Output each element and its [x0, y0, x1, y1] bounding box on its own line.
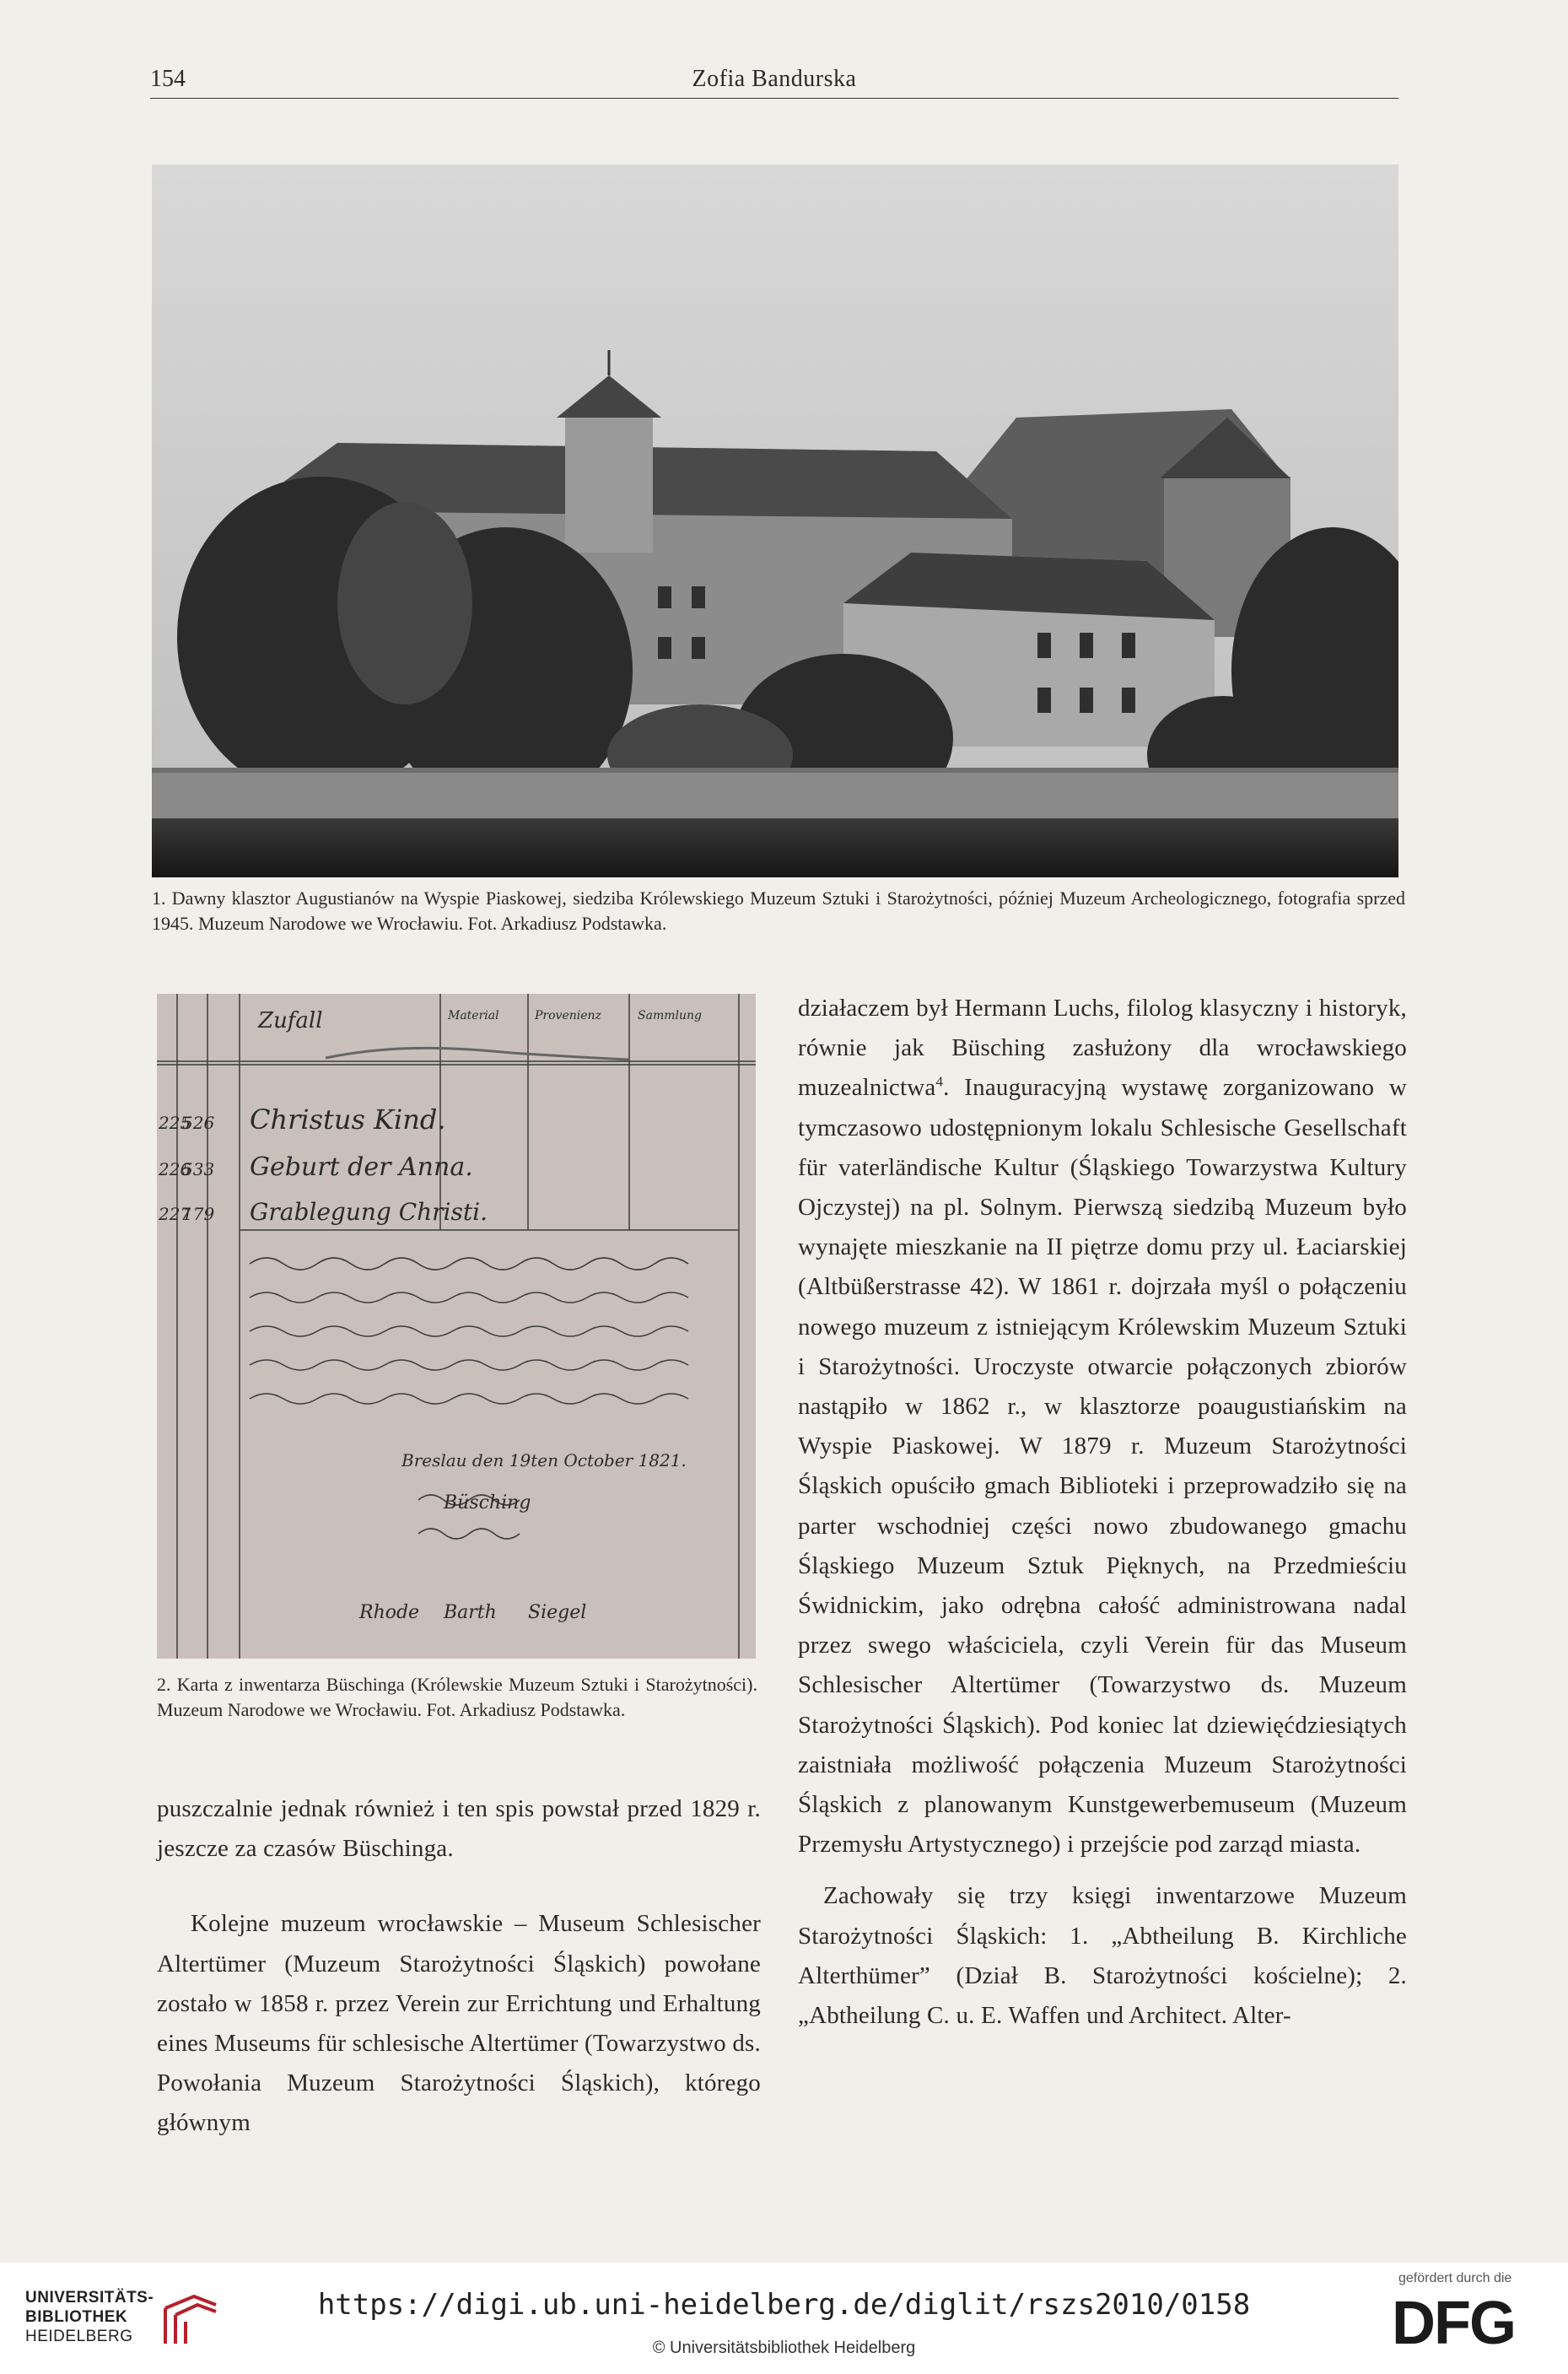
right-paragraph-1-part-a: działaczem był Hermann Luchs, filolog klasyczny i historyk, równie jak Büsching zasłużony dla wrocławskiego muzealnictwa	[798, 995, 1407, 1102]
library-name-line-1: UNIVERSITÄTS-	[25, 2289, 154, 2307]
figure-1-photo	[152, 165, 1398, 877]
right-paragraph-1-part-b: . Inauguracyjną wystawę zorganizowano w tymczasowo udostępnionym lokalu Schlesische Gesellschaft für vaterländische Kultur (Śląskiego Towarzystwa Kultury Ojczystej) na pl. Solnym. Pierwszą siedzibą Muzeum było wynajęte mieszkanie na II piętrze domu przy ul. Łaciarskiej (Altbüßerstrasse 42). W 1861 r. dojrzała myśl o połączeniu nowego muzeum z istniejącym Królewskim Muzeum Sztuki i Starożytności. Uroczyste otwarcie połączonych zbiorów nastąpiło w 1862 r., w klasztorze poaugustiańskim na Wyspie Piaskowej. W 1879 r. Muzeum Starożytności Śląskich opuściło gmach Biblioteki i przeprowadziło się na parter wschodniej części nowo zbudowanego gmachu Śląskiego Muzeum Sztuk Pięknych, na Przedmieściu Świdnickim, jako odrębna całość administrowana nadal przez swego właściciela, czyli Verein für das Museum Schlesischer Altertümer (Towarzystwo ds. Muzeum Starożytności Śląskich). Pod koniec lat dziewięćdziesiątych zaistniała możliwość połączenia Muzeum Starożytności Śląskich z planowanym Kunstgewerbemuseum (Muzeum Przemysłu Artystycznego) i przejście pod zarząd miasta.	[798, 1074, 1407, 1859]
footnote-ref-4[interactable]: 4	[935, 1073, 944, 1090]
right-column	[798, 989, 1407, 2036]
card-number-1: 226	[159, 1159, 191, 1179]
card-header-1: Material	[448, 1009, 499, 1022]
monastery-photo-illustration	[152, 165, 1398, 877]
card-signature-1: Rhode	[359, 1602, 420, 1623]
figure-2-caption: 2. Karta z inwentarza Büschinga (Królewskie Muzeum Sztuki i Starożytności). Muzeum Narodowe we Wrocławiu. Fot. Arkadiusz Podstawka.	[157, 1674, 757, 1720]
card-number-0: 225	[159, 1113, 191, 1133]
funded-by-text: gefördert durch die	[1398, 2271, 1512, 2285]
right-paragraph-1	[798, 989, 1407, 1864]
dfg-logo[interactable]	[1392, 2271, 1552, 2364]
card-inv-0: 526	[182, 1113, 215, 1133]
running-title: Zofia Bandurska	[692, 66, 857, 92]
page-number: 154	[150, 66, 186, 92]
right-paragraph-2: Zachowały się trzy księgi inwentarzowe Muzeum Starożytności Śląskich: 1. „Abtheilung B. Kirchliche Alterthümer” (Dział B. Starożytności kościelne); 2. „Abtheilung C. u. E. Waffen und Architect. Alter-	[798, 1882, 1407, 2030]
header-rule	[150, 98, 1398, 99]
card-header-0: Zufall	[258, 1008, 323, 1033]
library-name-line-3: HEIDELBERG	[25, 2328, 133, 2345]
footer	[0, 2263, 1568, 2374]
card-inv-2: 179	[182, 1204, 215, 1224]
figure-2-inventory-card	[157, 994, 756, 1659]
inventory-card-illustration	[157, 994, 756, 1659]
library-name-line-2: BIBLIOTHEK	[25, 2308, 128, 2326]
page-header	[150, 66, 1398, 100]
left-column	[157, 1789, 761, 2144]
copyright-notice: © Universitätsbibliothek Heidelberg	[652, 2339, 916, 2357]
card-inv-1: 533	[182, 1159, 215, 1179]
card-signature-2: Barth	[444, 1602, 497, 1623]
card-signature-0: Büsching	[444, 1492, 531, 1513]
dfg-wordmark: DFG	[1392, 2290, 1515, 2357]
card-number-2: 227	[159, 1204, 191, 1224]
digital-copy-url-link[interactable]: https://digi.ub.uni-heidelberg.de/diglit/rszs2010/0158	[317, 2288, 1251, 2322]
card-entry-0: Christus Kind.	[250, 1103, 446, 1136]
card-date: Breslau den 19ten October 1821.	[401, 1450, 687, 1470]
left-paragraph-2: Kolejne muzeum wrocławskie – Museum Schlesischer Altertümer (Muzeum Starożytności Śląskich) powołane zostało w 1858 r. przez Verein zur Errichtung und Erhaltung eines Museums für schlesische Altertümer (Towarzystwo ds. Powołania Muzeum Starożytności Śląskich), którego głównym	[157, 1910, 761, 2137]
card-header-2: Provenienz	[535, 1009, 601, 1022]
card-entry-2: Grablegung Christi.	[250, 1198, 488, 1226]
card-signature-3: Siegel	[528, 1602, 587, 1623]
card-header-3: Sammlung	[638, 1009, 702, 1022]
card-entry-1: Geburt der Anna.	[250, 1152, 473, 1182]
left-paragraph-1: puszczalnie jednak również i ten spis powstał przed 1829 r. jeszcze za czasów Büschinga.	[157, 1795, 761, 1863]
figure-1-caption: 1. Dawny klasztor Augustianów na Wyspie Piaskowej, siedziba Królewskiego Muzeum Sztuki i Starożytności, później Muzeum Archeologicznego, fotografia sprzed 1945. Muzeum Narodowe we Wrocławiu. Fot. Arkadiusz Podstawka.	[152, 888, 1405, 934]
